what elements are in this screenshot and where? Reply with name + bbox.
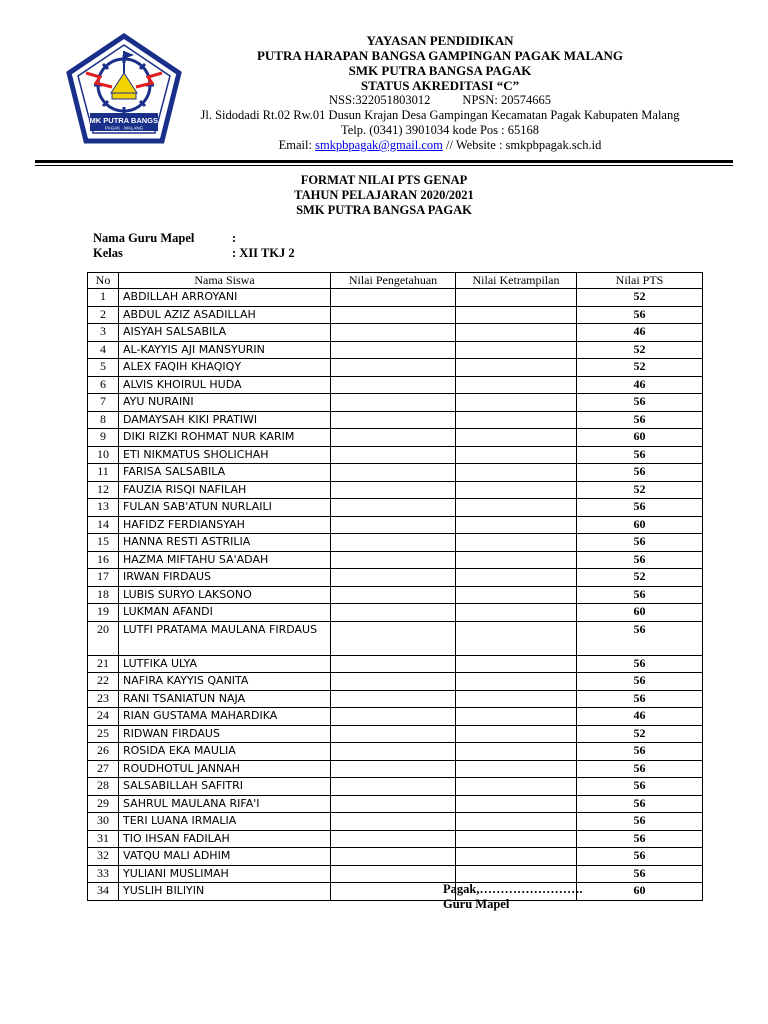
skill-score xyxy=(456,341,577,359)
pts-score: 56 xyxy=(577,464,703,482)
knowledge-score xyxy=(331,743,456,761)
student-name: DIKI RIZKI ROHMAT NUR KARIM xyxy=(119,429,331,447)
row-number: 20 xyxy=(88,621,119,655)
student-name: DAMAYSAH KIKI PRATIWI xyxy=(119,411,331,429)
skill-score xyxy=(456,411,577,429)
student-name: LUTFIKA ULYA xyxy=(119,655,331,673)
skill-score xyxy=(456,394,577,412)
row-number: 31 xyxy=(88,830,119,848)
knowledge-score xyxy=(331,813,456,831)
pts-score: 56 xyxy=(577,446,703,464)
row-number: 18 xyxy=(88,586,119,604)
nss-number: NSS:322051803012 xyxy=(329,93,431,107)
student-name: LUBIS SURYO LAKSONO xyxy=(119,586,331,604)
student-name: ALEX FAQIH KHAQIQY xyxy=(119,359,331,377)
signature-role: Guru Mapel xyxy=(443,897,510,911)
pts-score: 60 xyxy=(577,604,703,622)
school-logo-icon xyxy=(66,33,182,145)
class-value: : XII TKJ 2 xyxy=(232,246,295,260)
skill-score xyxy=(456,813,577,831)
student-name: NAFIRA KAYYIS QANITA xyxy=(119,673,331,691)
row-number: 16 xyxy=(88,551,119,569)
table-row xyxy=(88,865,703,883)
knowledge-score xyxy=(331,516,456,534)
knowledge-score xyxy=(331,708,456,726)
knowledge-score xyxy=(331,673,456,691)
knowledge-score xyxy=(331,621,456,655)
table-row xyxy=(88,306,703,324)
student-name: YULIANI MUSLIMAH xyxy=(119,865,331,883)
pts-score: 56 xyxy=(577,621,703,655)
skill-score xyxy=(456,569,577,587)
skill-score xyxy=(456,673,577,691)
school-ids xyxy=(190,93,690,108)
table-row xyxy=(88,394,703,412)
skill-score xyxy=(456,534,577,552)
student-name: TERI LUANA IRMALIA xyxy=(119,813,331,831)
row-number: 32 xyxy=(88,848,119,866)
knowledge-score xyxy=(331,865,456,883)
pts-score: 56 xyxy=(577,743,703,761)
knowledge-score xyxy=(331,429,456,447)
table-row xyxy=(88,778,703,796)
skill-score xyxy=(456,429,577,447)
row-number: 30 xyxy=(88,813,119,831)
skill-score xyxy=(456,446,577,464)
student-name: YUSLIH BILIYIN xyxy=(119,883,331,901)
row-number: 21 xyxy=(88,655,119,673)
email-label: Email: xyxy=(278,138,316,152)
row-number: 15 xyxy=(88,534,119,552)
table-row xyxy=(88,516,703,534)
foundation-full-name: PUTRA HARAPAN BANGSA GAMPINGAN PAGAK MALANG xyxy=(256,48,624,63)
knowledge-score xyxy=(331,778,456,796)
table-row xyxy=(88,569,703,587)
pts-score: 56 xyxy=(577,394,703,412)
row-number: 12 xyxy=(88,481,119,499)
student-name: LUKMAN AFANDI xyxy=(119,604,331,622)
student-name: AYU NURAINI xyxy=(119,394,331,412)
table-row xyxy=(88,760,703,778)
pts-score: 52 xyxy=(577,481,703,499)
signature-place: Pagak,……………………. xyxy=(443,882,583,896)
table-row xyxy=(88,830,703,848)
pts-score: 52 xyxy=(577,359,703,377)
row-number: 26 xyxy=(88,743,119,761)
col-header-pts: Nilai PTS xyxy=(577,273,703,289)
table-row xyxy=(88,725,703,743)
pts-score: 46 xyxy=(577,324,703,342)
pts-score: 56 xyxy=(577,411,703,429)
pts-score: 52 xyxy=(577,569,703,587)
pts-score: 56 xyxy=(577,551,703,569)
col-header-name: Nama Siswa xyxy=(119,273,331,289)
student-name: ALVIS KHOIRUL HUDA xyxy=(119,376,331,394)
knowledge-score xyxy=(331,795,456,813)
row-number: 23 xyxy=(88,690,119,708)
accreditation-status: STATUS AKREDITASI “C” xyxy=(360,78,520,93)
student-name: RIDWAN FIRDAUS xyxy=(119,725,331,743)
student-name: ROSIDA EKA MAULIA xyxy=(119,743,331,761)
table-row xyxy=(88,359,703,377)
pts-score: 52 xyxy=(577,341,703,359)
knowledge-score xyxy=(331,306,456,324)
pts-score: 46 xyxy=(577,708,703,726)
header-divider-thick xyxy=(35,160,733,163)
row-number: 33 xyxy=(88,865,119,883)
document-title: FORMAT NILAI PTS GENAP xyxy=(300,173,468,187)
row-number: 8 xyxy=(88,411,119,429)
table-row xyxy=(88,621,703,655)
row-number: 5 xyxy=(88,359,119,377)
school-subtitle: SMK PUTRA BANGSA PAGAK xyxy=(296,203,472,217)
row-number: 3 xyxy=(88,324,119,342)
skill-score xyxy=(456,621,577,655)
foundation-name: YAYASAN PENDIDIKAN xyxy=(366,33,514,48)
row-number: 34 xyxy=(88,883,119,901)
student-name: HAFIDZ FERDIANSYAH xyxy=(119,516,331,534)
student-name: TIO IHSAN FADILAH xyxy=(119,830,331,848)
knowledge-score xyxy=(331,481,456,499)
knowledge-score xyxy=(331,604,456,622)
pts-score: 60 xyxy=(577,883,703,901)
table-row xyxy=(88,499,703,517)
student-name: AISYAH SALSABILA xyxy=(119,324,331,342)
knowledge-score xyxy=(331,830,456,848)
table-row xyxy=(88,551,703,569)
class-label: Kelas xyxy=(93,246,123,260)
student-name: SAHRUL MAULANA RIFA'I xyxy=(119,795,331,813)
row-number: 25 xyxy=(88,725,119,743)
pts-score: 52 xyxy=(577,725,703,743)
knowledge-score xyxy=(331,446,456,464)
table-row xyxy=(88,883,703,901)
table-row xyxy=(88,324,703,342)
skill-score xyxy=(456,760,577,778)
skill-score xyxy=(456,690,577,708)
student-name: FAUZIA RISQI NAFILAH xyxy=(119,481,331,499)
row-number: 9 xyxy=(88,429,119,447)
row-number: 29 xyxy=(88,795,119,813)
row-number: 28 xyxy=(88,778,119,796)
row-number: 1 xyxy=(88,289,119,307)
school-contact xyxy=(190,138,690,153)
teacher-value: : xyxy=(232,231,237,245)
table-row xyxy=(88,848,703,866)
col-header-knowledge: Nilai Pengetahuan xyxy=(331,273,456,289)
knowledge-score xyxy=(331,569,456,587)
knowledge-score xyxy=(331,534,456,552)
pts-score: 52 xyxy=(577,289,703,307)
knowledge-score xyxy=(331,690,456,708)
skill-score xyxy=(456,376,577,394)
table-row xyxy=(88,795,703,813)
skill-score xyxy=(456,743,577,761)
col-header-no: No xyxy=(88,273,119,289)
table-row xyxy=(88,464,703,482)
website-text: // Website : smkpbpagak.sch.id xyxy=(442,138,602,152)
pts-score: 60 xyxy=(577,429,703,447)
student-name: FARISA SALSABILA xyxy=(119,464,331,482)
academic-year: TAHUN PELAJARAN 2020/2021 xyxy=(294,188,474,202)
knowledge-score xyxy=(331,341,456,359)
pts-score: 56 xyxy=(577,778,703,796)
table-row xyxy=(88,446,703,464)
npsn-number: NPSN: 20574665 xyxy=(462,93,551,107)
skill-score xyxy=(456,359,577,377)
pts-score: 56 xyxy=(577,848,703,866)
pts-score: 56 xyxy=(577,586,703,604)
knowledge-score xyxy=(331,848,456,866)
knowledge-score xyxy=(331,760,456,778)
skill-score xyxy=(456,848,577,866)
table-row xyxy=(88,604,703,622)
row-number: 2 xyxy=(88,306,119,324)
skill-score xyxy=(456,499,577,517)
skill-score xyxy=(456,795,577,813)
row-number: 4 xyxy=(88,341,119,359)
knowledge-score xyxy=(331,655,456,673)
knowledge-score xyxy=(331,464,456,482)
row-number: 6 xyxy=(88,376,119,394)
row-number: 27 xyxy=(88,760,119,778)
pts-score: 56 xyxy=(577,813,703,831)
skill-score xyxy=(456,289,577,307)
student-name: LUTFI PRATAMA MAULANA FIRDAUS xyxy=(119,621,331,655)
pts-score: 56 xyxy=(577,795,703,813)
table-row xyxy=(88,813,703,831)
pts-score: 56 xyxy=(577,865,703,883)
pts-score: 56 xyxy=(577,673,703,691)
skill-score xyxy=(456,586,577,604)
skill-score xyxy=(456,464,577,482)
table-row xyxy=(88,289,703,307)
knowledge-score xyxy=(331,411,456,429)
row-number: 11 xyxy=(88,464,119,482)
student-name: VATQU MALI ADHIM xyxy=(119,848,331,866)
pts-score: 56 xyxy=(577,655,703,673)
knowledge-score xyxy=(331,551,456,569)
student-name: HAZMA MIFTAHU SA'ADAH xyxy=(119,551,331,569)
pts-score: 56 xyxy=(577,830,703,848)
table-row xyxy=(88,743,703,761)
knowledge-score xyxy=(331,394,456,412)
knowledge-score xyxy=(331,586,456,604)
student-name: ROUDHOTUL JANNAH xyxy=(119,760,331,778)
skill-score xyxy=(456,604,577,622)
table-row xyxy=(88,586,703,604)
row-number: 14 xyxy=(88,516,119,534)
skill-score xyxy=(456,655,577,673)
grades-table xyxy=(87,272,703,901)
row-number: 10 xyxy=(88,446,119,464)
skill-score xyxy=(456,708,577,726)
row-number: 19 xyxy=(88,604,119,622)
table-row xyxy=(88,411,703,429)
table-row xyxy=(88,690,703,708)
pts-score: 56 xyxy=(577,760,703,778)
student-name: SALSABILLAH SAFITRI xyxy=(119,778,331,796)
skill-score xyxy=(456,551,577,569)
pts-score: 56 xyxy=(577,499,703,517)
knowledge-score xyxy=(331,376,456,394)
knowledge-score xyxy=(331,324,456,342)
student-name: ABDILLAH ARROYANI xyxy=(119,289,331,307)
table-row xyxy=(88,481,703,499)
email-link[interactable]: smkpbpagak@gmail.com xyxy=(315,138,443,152)
skill-score xyxy=(456,725,577,743)
student-name: FULAN SAB'ATUN NURLAILI xyxy=(119,499,331,517)
table-row xyxy=(88,708,703,726)
pts-score: 60 xyxy=(577,516,703,534)
table-row xyxy=(88,341,703,359)
knowledge-score xyxy=(331,883,456,901)
teacher-label: Nama Guru Mapel xyxy=(93,231,195,245)
knowledge-score xyxy=(331,359,456,377)
skill-score xyxy=(456,516,577,534)
svg-text:PAGAK · MALANG: PAGAK · MALANG xyxy=(104,125,144,131)
table-header-row xyxy=(88,273,703,289)
skill-score xyxy=(456,778,577,796)
student-name: AL-KAYYIS AJI MANSYURIN xyxy=(119,341,331,359)
skill-score xyxy=(456,324,577,342)
skill-score xyxy=(456,865,577,883)
student-name: RANI TSANIATUN NAJA xyxy=(119,690,331,708)
student-name: RIAN GUSTAMA MAHARDIKA xyxy=(119,708,331,726)
svg-text:SMK PUTRA BANGSA: SMK PUTRA BANGSA xyxy=(84,116,164,125)
student-name: ABDUL AZIZ ASADILLAH xyxy=(119,306,331,324)
row-number: 17 xyxy=(88,569,119,587)
school-name: SMK PUTRA BANGSA PAGAK xyxy=(348,63,532,78)
header-divider-thin xyxy=(35,165,733,166)
skill-score xyxy=(456,481,577,499)
table-row xyxy=(88,429,703,447)
school-phone: Telp. (0341) 3901034 kode Pos : 65168 xyxy=(340,123,540,137)
row-number: 7 xyxy=(88,394,119,412)
student-name: HANNA RESTI ASTRILIA xyxy=(119,534,331,552)
school-address: Jl. Sidodadi Rt.02 Rw.01 Dusun Krajan Desa Gampingan Kecamatan Pagak Kabupaten Malang xyxy=(200,108,680,122)
pts-score: 56 xyxy=(577,534,703,552)
row-number: 24 xyxy=(88,708,119,726)
pts-score: 56 xyxy=(577,306,703,324)
knowledge-score xyxy=(331,499,456,517)
table-row xyxy=(88,376,703,394)
pts-score: 46 xyxy=(577,376,703,394)
row-number: 13 xyxy=(88,499,119,517)
row-number: 22 xyxy=(88,673,119,691)
table-row xyxy=(88,655,703,673)
student-name: IRWAN FIRDAUS xyxy=(119,569,331,587)
knowledge-score xyxy=(331,725,456,743)
table-row xyxy=(88,673,703,691)
pts-score: 56 xyxy=(577,690,703,708)
knowledge-score xyxy=(331,289,456,307)
skill-score xyxy=(456,306,577,324)
skill-score xyxy=(456,830,577,848)
student-name: ETI NIKMATUS SHOLICHAH xyxy=(119,446,331,464)
table-row xyxy=(88,534,703,552)
col-header-skill: Nilai Ketrampilan xyxy=(456,273,577,289)
